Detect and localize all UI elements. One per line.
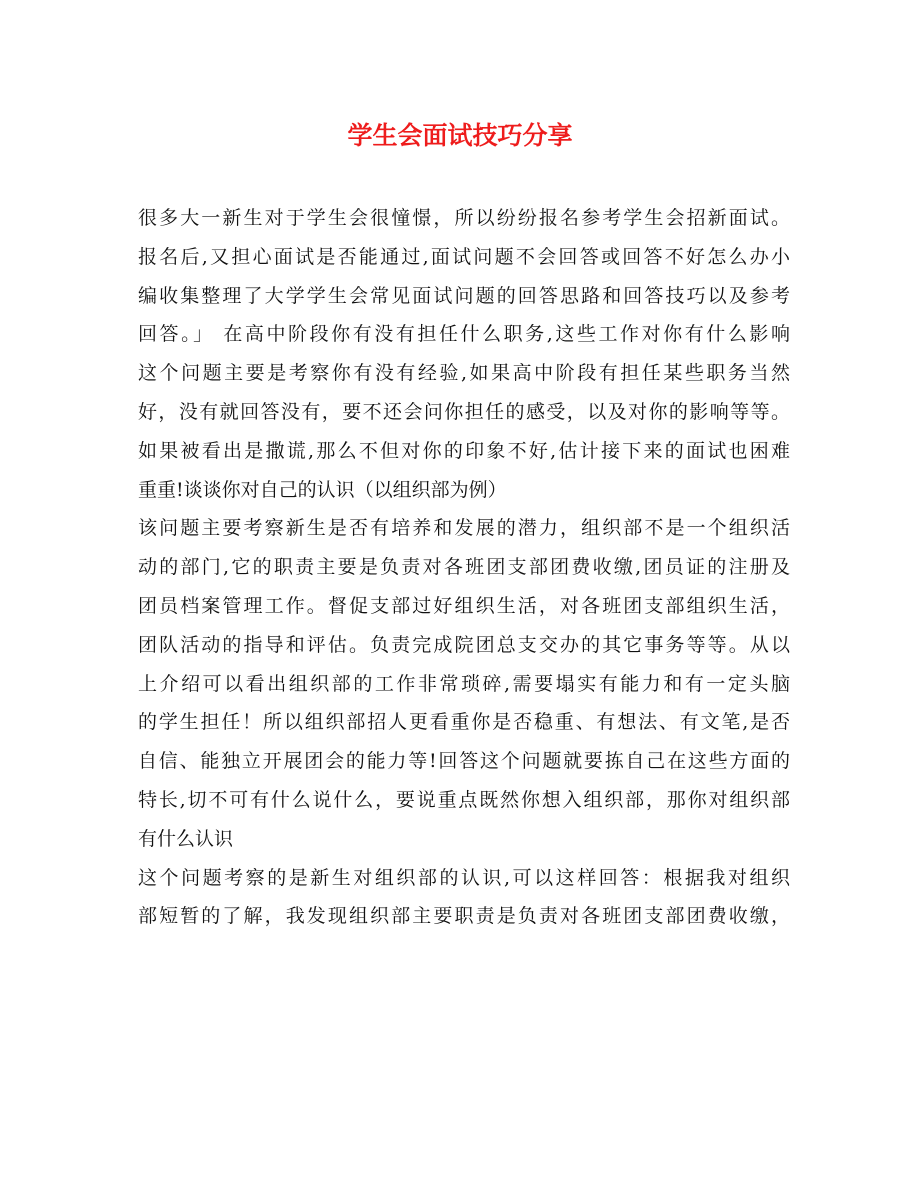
document-title: 学生会面试技巧分享 [347, 121, 573, 150]
body-line: 这个问题主要是考察你有没有经验,如果高中阶段有担任某些职务当然 [138, 362, 790, 385]
body-line: 上介绍可以看出组织部的工作非常琐碎,需要塌实有能力和有一定头脑 [138, 672, 790, 695]
body-line: 的学生担任！所以组织部招人更看重你是否稳重、有想法、有文笔,是否 [138, 711, 790, 734]
body-line: 如果被看出是撒谎,那么不但对你的印象不好,估计接下来的面试也困难 [138, 439, 790, 462]
body-line: 动的部门,它的职责主要是负责对各班团支部团费收缴,团员证的注册及 [138, 556, 790, 579]
body-line: 团队活动的指导和评估。负责完成院团总支交办的其它事务等等。从以 [138, 633, 790, 656]
body-line: 该问题主要考察新生是否有培养和发展的潜力，组织部不是一个组织活 [138, 517, 790, 540]
body-line: 团员档案管理工作。督促支部过好组织生活，对各班团支部组织生活， [138, 594, 790, 617]
body-line: 部短暂的了解，我发现组织部主要职责是负责对各班团支部团费收缴， [138, 905, 790, 928]
body-line: 编收集整理了大学学生会常见面试问题的回答思路和回答技巧以及参考 [138, 284, 790, 307]
body-line: 重重!谈谈你对自己的认识（以组织部为例） [138, 478, 507, 501]
body-line: 自信、能独立开展团会的能力等!回答这个问题就要拣自己在这些方面的 [138, 750, 790, 773]
body-line: 这个问题考察的是新生对组织部的认识,可以这样回答：根据我对组织 [138, 866, 790, 889]
document-body [138, 199, 790, 936]
body-line: 很多大一新生对于学生会很憧憬，所以纷纷报名参考学生会招新面试。 [138, 207, 790, 229]
body-line: 好，没有就回答没有，要不还会问你担任的感受，以及对你的影响等等。 [138, 400, 790, 423]
body-line: 特长,切不可有什么说什么，要说重点既然你想入组织部，那你对组织部 [138, 788, 790, 811]
body-line: 报名后,又担心面试是否能通过,面试问题不会回答或回答不好怎么办小 [138, 245, 790, 268]
body-line: 回答。」 在高中阶段你有没有担任什么职务,这些工作对你有什么影响 [138, 323, 790, 346]
body-line: 有什么认识 [138, 827, 234, 850]
